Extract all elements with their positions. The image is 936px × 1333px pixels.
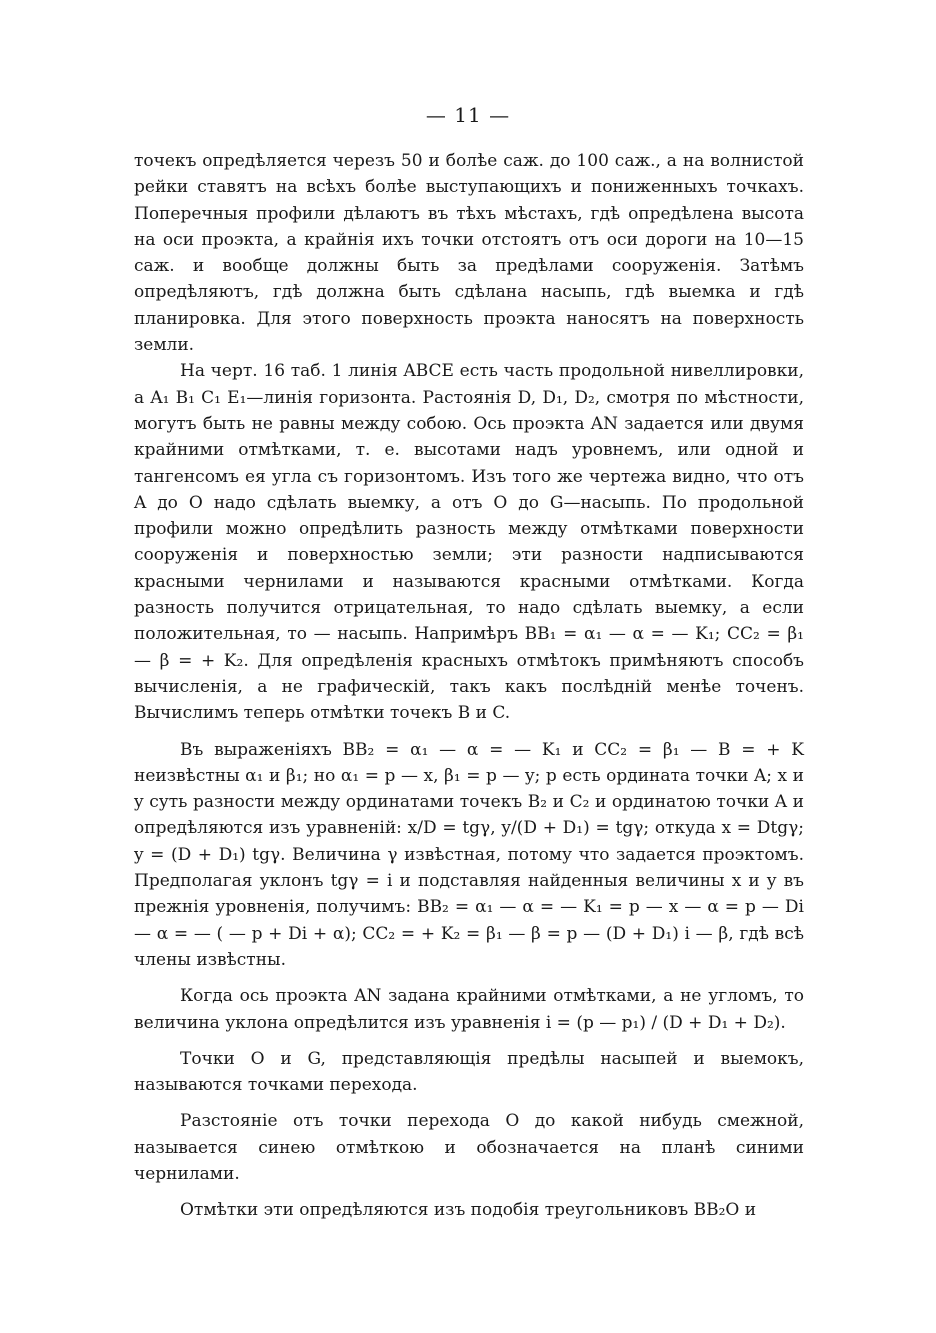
page-header: — 11 — [425,103,511,127]
paragraph-3: Въ выраженіяхъ BB₂ = α₁ — α = — K₁ и CC₂ = β₁ — B = + K неизвѣстны α₁ и β₁; но α₁ = p — x, β₁ = p — y; p есть ордината точки A; x и y суть разности между ординатами точекъ B₂ и C₂ и ординатою точки A и опредѣляются изъ уравненій: x/D = tgγ, y/(D + D₁) = tgγ; откуда x = Dtgγ; y = (D + D₁) tgγ. Величина γ извѣстная, потому что задается проэктомъ. Предполагая уклонъ tgγ = i и подставляя найденныя величины x и y въ прежнія уровненія, получимъ: BB₂ = α₁ — α = — K₁ = p — x — α = p — Di — α = — ( — p + Di + α); CC₂ = + K₂ = β₁ — β = p — (D + D₁) i — β, гдѣ всѣ члены извѣстны. [134,739,804,970]
paragraph-1: точекъ опредѣляется черезъ 50 и болѣе саж. до 100 саж., а на волнистой рейки ставятъ на всѣхъ болѣе выступающихъ и пониженныхъ точкахъ. Поперечныя профили дѣлаютъ въ тѣхъ мѣстахъ, гдѣ опредѣлена высота на оси проэкта, а крайнія ихъ точки отстоятъ отъ оси дороги на 10—15 саж. и вообще должны быть за предѣлами сооруженія. Затѣмъ опредѣляютъ, гдѣ должна быть сдѣлана насыпь, гдѣ выемка и гдѣ планировка. Для этого поверхность проэкта наносятъ на поверхность земли. [134,151,804,356]
paragraph-4: Когда ось проэкта AN задана крайними отмѣтками, а не угломъ, то величина уклона опредѣлится изъ уравненія i = (p — p₁) / (D + D₁ + D₂). [134,986,804,1033]
paragraph-5: Точки O и G, представляющія предѣлы насыпей и выемокъ, называются точками перехода. [134,1048,804,1096]
paragraph-6: Разстояніе отъ точки перехода O до какой нибудь смежной, называется синею отмѣткою и обозначается на планѣ синими чернилами. [134,1111,804,1184]
paragraph-7: Отмѣтки эти опредѣляются изъ подобія треугольниковъ BB₂O и [180,1200,757,1221]
body-text [134,148,804,1224]
paragraph-2: На черт. 16 таб. 1 линія ABCE есть часть продольной нивеллировки, а A₁ B₁ C₁ E₁—линія горизонта. Растоянія D, D₁, D₂, смотря по мѣстности, могутъ быть не равны между собою. Ось проэкта AN задается или двумя крайними отмѣтками, т. е. высотами надъ уровнемъ, или одной и тангенсомъ ея угла съ горизонтомъ. Изъ того же чертежа видно, что отъ A до O надо сдѣлать выемку, а отъ O до G—насыпь. По продольной профили можно опредѣлить разность между отмѣтками поверхности сооруженія и поверхностью земли; эти разности надписываются красными чернилами и называются красными отмѣтками. Когда разность получится отрицательная, то надо сдѣлать выемку, а если положительная, то — насыпь. Напримѣръ BB₁ = α₁ — α = — K₁; CC₂ = β₁ — β = + K₂. Для опредѣленія красныхъ отмѣтокъ примѣняютъ способъ вычисленія, а не графическій, такъ какъ послѣдній менѣе точенъ. Вычислимъ теперь отмѣтки точекъ B и C. [134,361,804,724]
